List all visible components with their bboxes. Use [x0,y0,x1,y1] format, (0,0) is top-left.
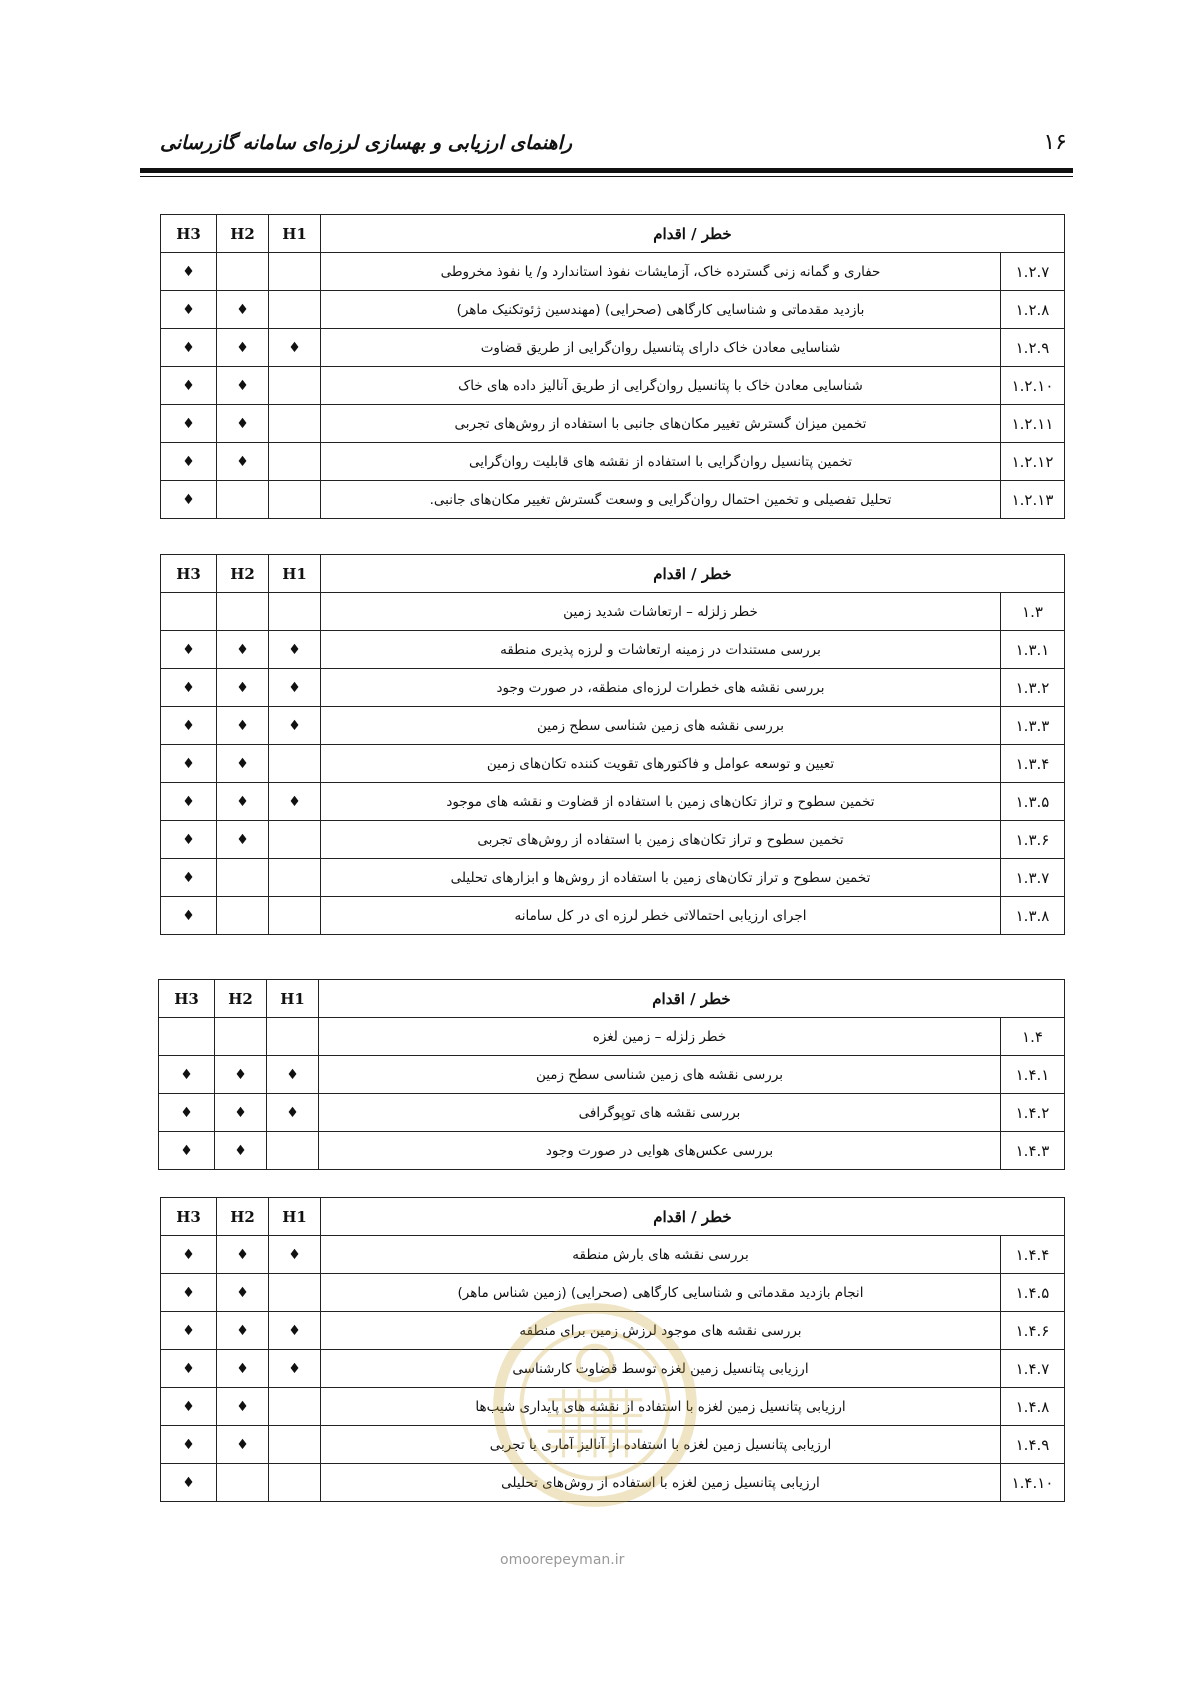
mark-h1: ♦ [269,631,321,669]
row-code: ۱.۴.۲ [1000,1094,1064,1132]
mark-h1 [269,481,321,519]
mark-h2: ♦ [215,1056,267,1094]
mark-h3: ♦ [161,669,217,707]
table-row [161,593,1065,631]
hazard-table-1 [160,214,1065,519]
mark-h1 [269,1464,321,1502]
mark-h3: ♦ [161,253,217,291]
col-header-h1: H1 [269,1198,321,1236]
mark-h1 [269,745,321,783]
row-description: بررسی نقشه های توپوگرافی [319,1094,1001,1132]
mark-h1: ♦ [269,783,321,821]
table-row [161,859,1065,897]
row-code: ۱.۳.۲ [1000,669,1064,707]
mark-h3: ♦ [159,1056,215,1094]
col-header-action: خطر / اقدام [321,1198,1065,1236]
col-header-h3: H3 [161,215,217,253]
mark-h1 [269,897,321,935]
mark-h2: ♦ [217,821,269,859]
col-header-h1: H1 [269,555,321,593]
mark-h2: ♦ [217,783,269,821]
mark-h3: ♦ [161,1426,217,1464]
mark-h2: ♦ [217,329,269,367]
row-description: بازدید مقدماتی و شناسایی کارگاهی (صحرایی) (مهندسین ژئوتکنیک ماهر) [321,291,1001,329]
mark-h3: ♦ [161,405,217,443]
table-row [161,745,1065,783]
mark-h2 [215,1018,267,1056]
mark-h3: ♦ [161,1388,217,1426]
mark-h1 [269,1274,321,1312]
row-code: ۱.۴.۸ [1000,1388,1064,1426]
row-code: ۱.۳.۵ [1000,783,1064,821]
mark-h3 [159,1018,215,1056]
col-header-action: خطر / اقدام [321,555,1065,593]
mark-h2: ♦ [217,631,269,669]
mark-h3: ♦ [161,783,217,821]
mark-h3: ♦ [161,821,217,859]
row-code: ۱.۲.۱۰ [1000,367,1064,405]
row-description: بررسی نقشه های خطرات لرزه‌ای منطقه، در صورت وجود [321,669,1001,707]
row-description: حفاری و گمانه زنی گسترده خاک، آزمایشات نفوذ استاندارد و/ یا نفوذ مخروطی [321,253,1001,291]
row-description: بررسی نقشه های زمین شناسی سطح زمین [319,1056,1001,1094]
publisher-seal-watermark [490,1300,700,1510]
mark-h1 [269,1388,321,1426]
col-header-action: خطر / اقدام [319,980,1065,1018]
row-description: تخمین سطوح و تراز تکان‌های زمین با استفاده از روش‌های تجربی [321,821,1001,859]
row-description: تخمین پتانسیل روان‌گرایی با استفاده از نقشه های قابلیت روان‌گرایی [321,443,1001,481]
mark-h1 [269,253,321,291]
mark-h1: ♦ [267,1056,319,1094]
mark-h1 [269,859,321,897]
row-code: ۱.۳.۷ [1000,859,1064,897]
table-row [161,367,1065,405]
mark-h2: ♦ [217,669,269,707]
row-description: انجام بازدید مقدماتی و شناسایی کارگاهی (صحرایی) (زمین شناس ماهر) [321,1274,1001,1312]
row-code: ۱.۲.۷ [1000,253,1064,291]
col-header-h1: H1 [269,215,321,253]
mark-h2 [217,593,269,631]
row-description: خطر زلزله – زمین لغزه [319,1018,1001,1056]
header-rule-thin [140,176,1073,177]
row-description: بررسی نقشه های زمین شناسی سطح زمین [321,707,1001,745]
table-header-row [161,215,1065,253]
mark-h3 [161,593,217,631]
row-code: ۱.۳.۱ [1000,631,1064,669]
mark-h3: ♦ [159,1094,215,1132]
mark-h2 [217,859,269,897]
table-row [159,1132,1065,1170]
mark-h2: ♦ [217,291,269,329]
row-description: تعیین و توسعه عوامل و فاکتورهای تقویت کننده تکان‌های زمین [321,745,1001,783]
mark-h1 [267,1132,319,1170]
table-row [161,707,1065,745]
mark-h1: ♦ [269,707,321,745]
table-row [159,1018,1065,1056]
row-code: ۱.۴ [1000,1018,1064,1056]
table-row [161,405,1065,443]
page-number: ۱۶ [1043,130,1067,155]
col-header-h2: H2 [215,980,267,1018]
row-code: ۱.۲.۱۳ [1000,481,1064,519]
header-rule-thick [140,168,1073,173]
row-description: ارزیابی پتانسیل زمین لغزه با استفاده از نقشه های پایداری شیب‌ها [321,1388,1001,1426]
row-description: خطر زلزله – ارتعاشات شدید زمین [321,593,1001,631]
mark-h3: ♦ [161,1274,217,1312]
table-row [161,821,1065,859]
mark-h2: ♦ [215,1132,267,1170]
row-code: ۱.۲.۱۱ [1000,405,1064,443]
mark-h1: ♦ [269,1312,321,1350]
mark-h1 [269,1426,321,1464]
col-header-h3: H3 [159,980,215,1018]
row-code: ۱.۴.۹ [1000,1426,1064,1464]
mark-h2: ♦ [217,707,269,745]
table-row [161,253,1065,291]
table-row [161,669,1065,707]
col-header-h3: H3 [161,1198,217,1236]
row-code: ۱.۴.۶ [1000,1312,1064,1350]
table-header-row [161,555,1065,593]
row-code: ۱.۳.۳ [1000,707,1064,745]
row-code: ۱.۴.۱۰ [1000,1464,1064,1502]
table-row [159,1094,1065,1132]
mark-h2 [217,253,269,291]
row-description: بررسی مستندات در زمینه ارتعاشات و لرزه پذیری منطقه [321,631,1001,669]
row-description: شناسایی معادن خاک با پتانسیل روان‌گرایی از طریق آنالیز داده های خاک [321,367,1001,405]
mark-h3: ♦ [161,859,217,897]
mark-h1 [269,405,321,443]
row-description: تخمین میزان گسترش تغییر مکان‌های جانبی با استفاده از روش‌های تجربی [321,405,1001,443]
row-code: ۱.۴.۱ [1000,1056,1064,1094]
row-description: ارزیابی پتانسیل زمین لغزه با استفاده از آنالیز آماری یا تجربی [321,1426,1001,1464]
mark-h1: ♦ [269,1350,321,1388]
table-row [161,481,1065,519]
row-code: ۱.۳.۸ [1000,897,1064,935]
page-header [140,118,1073,178]
mark-h2: ♦ [217,1388,269,1426]
mark-h2: ♦ [215,1094,267,1132]
col-header-h2: H2 [217,215,269,253]
mark-h2: ♦ [217,1350,269,1388]
col-header-h2: H2 [217,1198,269,1236]
table-row [161,291,1065,329]
mark-h2: ♦ [217,1426,269,1464]
mark-h1 [269,821,321,859]
mark-h1 [269,291,321,329]
row-code: ۱.۴.۴ [1000,1236,1064,1274]
mark-h1: ♦ [267,1094,319,1132]
row-description: بررسی عکس‌های هوایی در صورت وجود [319,1132,1001,1170]
mark-h2 [217,897,269,935]
mark-h2: ♦ [217,1236,269,1274]
mark-h3: ♦ [161,707,217,745]
row-description: تحلیل تفصیلی و تخمین احتمال روان‌گرایی و وسعت گسترش تغییر مکان‌های جانبی. [321,481,1001,519]
mark-h3: ♦ [161,1350,217,1388]
row-description: تخمین سطوح و تراز تکان‌های زمین با استفاده از قضاوت و نقشه های موجود [321,783,1001,821]
row-code: ۱.۲.۸ [1000,291,1064,329]
table-row [161,897,1065,935]
row-code: ۱.۲.۱۲ [1000,443,1064,481]
table-row [161,329,1065,367]
row-code: ۱.۴.۵ [1000,1274,1064,1312]
running-title: راهنمای ارزیابی و بهسازی لرزه‌ای سامانه گازرسانی [160,132,573,154]
row-code: ۱.۳.۴ [1000,745,1064,783]
row-code: ۱.۴.۳ [1000,1132,1064,1170]
mark-h1 [269,593,321,631]
mark-h3: ♦ [161,481,217,519]
row-description: شناسایی معادن خاک دارای پتانسیل روان‌گرایی از طریق قضاوت [321,329,1001,367]
mark-h2 [217,481,269,519]
table-header-row [161,1198,1065,1236]
mark-h1: ♦ [269,329,321,367]
mark-h1: ♦ [269,1236,321,1274]
mark-h2: ♦ [217,367,269,405]
mark-h2: ♦ [217,405,269,443]
col-header-h3: H3 [161,555,217,593]
row-code: ۱.۳ [1000,593,1064,631]
mark-h2: ♦ [217,443,269,481]
table-header-row [159,980,1065,1018]
mark-h3: ♦ [161,291,217,329]
table-row [161,443,1065,481]
mark-h3: ♦ [161,1236,217,1274]
table-row [161,1236,1065,1274]
col-header-action: خطر / اقدام [321,215,1065,253]
mark-h3: ♦ [161,631,217,669]
row-description: بررسی نقشه های بارش منطقه [321,1236,1001,1274]
mark-h3: ♦ [161,1464,217,1502]
mark-h1 [269,367,321,405]
row-description: تخمین سطوح و تراز تکان‌های زمین با استفاده از روش‌ها و ابزارهای تحلیلی [321,859,1001,897]
row-code: ۱.۴.۷ [1000,1350,1064,1388]
mark-h3: ♦ [161,443,217,481]
mark-h3: ♦ [161,1312,217,1350]
mark-h1 [269,443,321,481]
mark-h2: ♦ [217,745,269,783]
col-header-h1: H1 [267,980,319,1018]
row-description: اجرای ارزیابی احتمالاتی خطر لرزه ای در کل سامانه [321,897,1001,935]
mark-h3: ♦ [161,897,217,935]
mark-h2: ♦ [217,1312,269,1350]
mark-h3: ♦ [161,745,217,783]
table-row [161,631,1065,669]
table-row [159,1056,1065,1094]
mark-h3: ♦ [159,1132,215,1170]
mark-h3: ♦ [161,367,217,405]
row-code: ۱.۲.۹ [1000,329,1064,367]
mark-h3: ♦ [161,329,217,367]
mark-h2 [217,1464,269,1502]
mark-h1: ♦ [269,669,321,707]
row-description: بررسی نقشه های موجود لرزش زمین برای منطقه [321,1312,1001,1350]
row-description: ارزیابی پتانسیل زمین لغزه توسط قضاوت کارشناسی [321,1350,1001,1388]
row-description: ارزیابی پتانسیل زمین لغزه با استفاده از روش‌های تحلیلی [321,1464,1001,1502]
mark-h1 [267,1018,319,1056]
mark-h2: ♦ [217,1274,269,1312]
hazard-table-3 [158,979,1065,1170]
table-row [161,783,1065,821]
watermark-url: omoorepeyman.ir [500,1552,625,1568]
row-code: ۱.۳.۶ [1000,821,1064,859]
col-header-h2: H2 [217,555,269,593]
hazard-table-2 [160,554,1065,935]
